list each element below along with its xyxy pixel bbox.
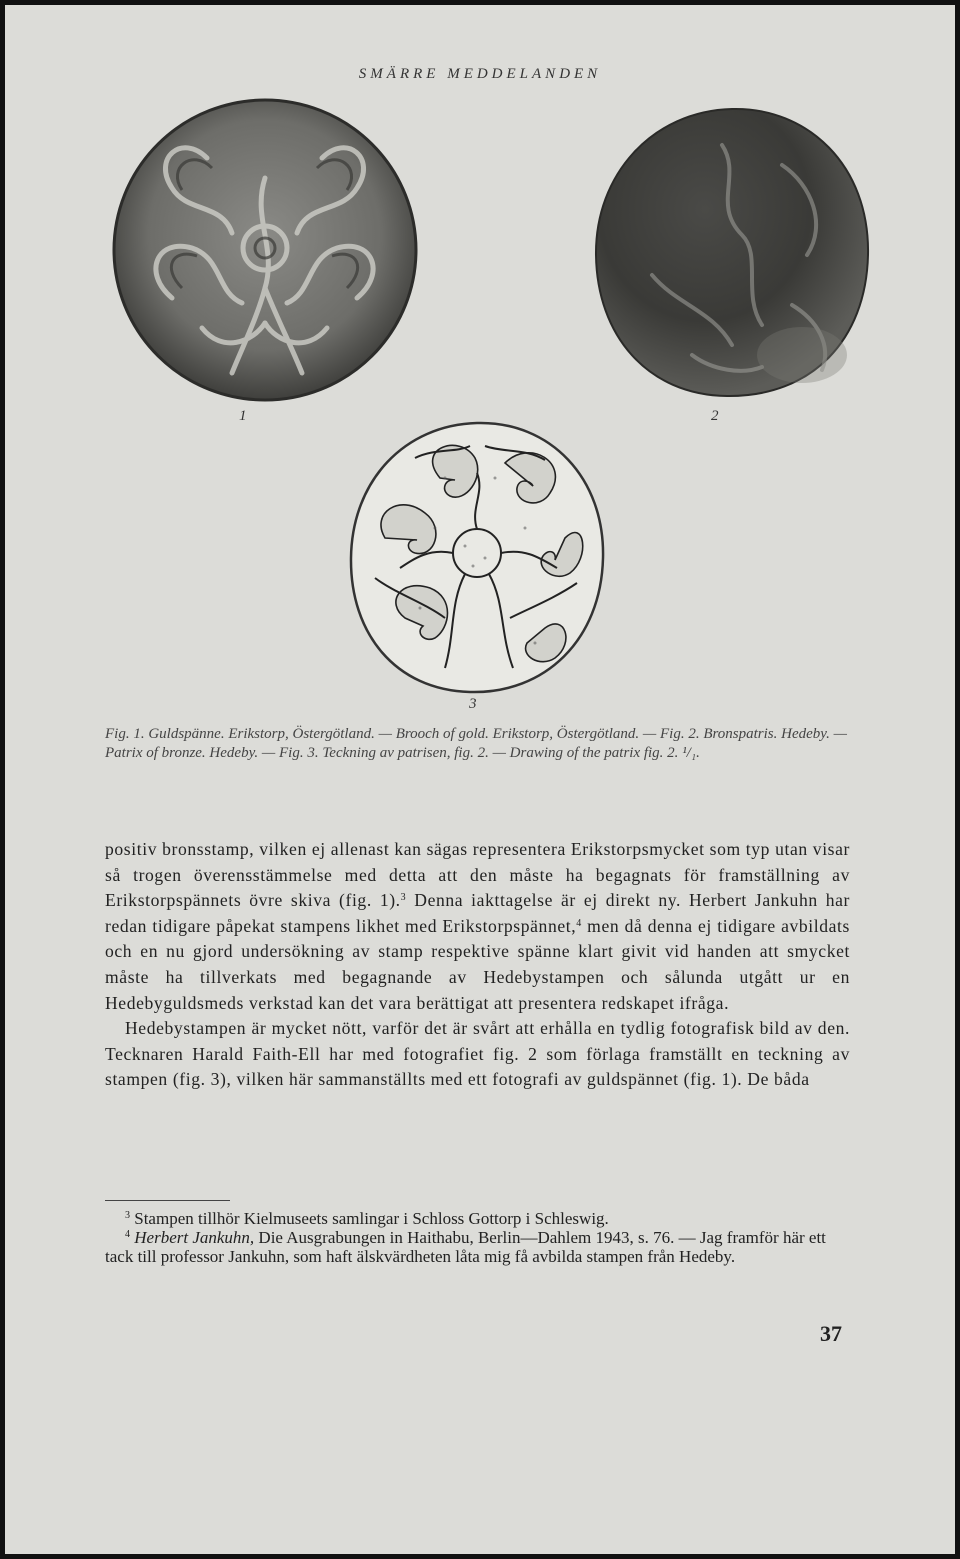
figure-3-label: 3 — [469, 696, 477, 712]
footnote-4-mark: 4 — [125, 1229, 130, 1240]
paragraph-1-part-b: Denna iakttagelse är ej direkt ny. Herbert Jankuhn har redan tidigare påpekat stampens likhet med Erikstorpspännet, — [105, 890, 850, 936]
figure-3-patrix-drawing — [345, 418, 609, 698]
paragraph-1-part-a: positiv bronsstamp, vilken ej allenast kan sägas representera Erikstorpsmycket som typ utan visar så trogen överensstämmelse med detta att den måste ha begagnats för framställning av Erikstorpspännets övre skiva (fig. 1). — [105, 839, 850, 911]
figure-2-label: 2 — [711, 408, 719, 424]
running-head: SMÄRRE MEDDELANDEN — [358, 66, 602, 82]
footnote-3-mark: 3 — [125, 1210, 130, 1221]
figure-1-brooch-photo — [112, 98, 418, 402]
page-number: 37 — [820, 1321, 842, 1346]
footnote-4 — [105, 1228, 850, 1266]
footnote-divider — [105, 1200, 230, 1201]
page — [5, 5, 955, 1554]
footnote-ref-3[interactable]: 3 — [400, 892, 407, 904]
footnote-3 — [105, 1209, 850, 1228]
body-text — [105, 837, 850, 1093]
paragraph-1 — [105, 837, 850, 1016]
figure-caption — [105, 725, 850, 763]
footnote-4-author: Herbert Jankuhn, — [130, 1228, 255, 1247]
caption-scale: ¹/₁. — [682, 745, 700, 761]
paragraph-2: Hedebystampen är mycket nött, varför det är svårt att erhålla en tydlig fotografisk bild av den. Tecknaren Harald Faith-Ell har med fotografiet fig. 2 som förlaga framställt en teckning av stampen (fig. 3), vilken här sammanställts med ett fotografi av guldspännet (fig. 1). De båda — [105, 1018, 850, 1090]
footnotes — [105, 1209, 850, 1266]
figure-1-label: 1 — [239, 408, 247, 424]
paragraph-1-part-c: men då denna ej tidigare avbildats och en nu gjord undersökning av stamp respektive spänne klart givit vid handen att smycket måste ha tillverkats med begagnande av Hedebystampen och sålunda utgått ur en Hedebyguldsmeds verkstad kan det vara berättigat att presentera redskapet ifråga. — [105, 915, 850, 1013]
footnote-ref-4[interactable]: 4 — [576, 917, 582, 929]
figure-2-patrix-photo — [592, 105, 872, 400]
footnote-3-text: Stampen tillhör Kielmuseets samlingar i Schloss Gottorp i Schleswig. — [130, 1209, 609, 1228]
caption-text: Fig. 1. Guldspänne. Erikstorp, Östergötland. — Brooch of gold. Erikstorp, Östergötland. — Fig. 2. Bronspatris. Hedeby. — Patrix of bronze. Hedeby. — Fig. 3. Teckning av patrisen, fig. 2. — Drawing of the patrix fig. 2. — [105, 726, 847, 761]
footnote-4-text: Die Ausgrabungen in Haithabu, Berlin—Dahlem 1943, s. 76. — Jag framför här ett tack till professor Jankuhn, som haft älskvärdheten låta mig få avbilda stampen från Hedeby. — [105, 1228, 826, 1266]
